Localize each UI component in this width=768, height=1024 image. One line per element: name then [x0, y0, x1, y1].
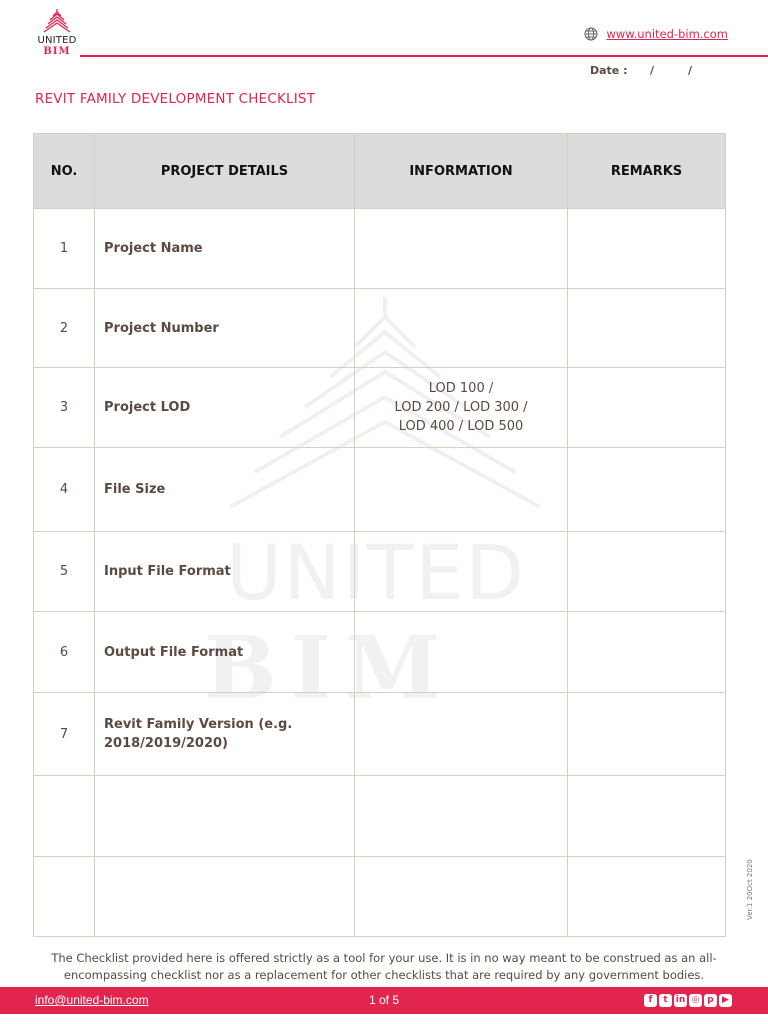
instagram-icon[interactable]: ◎	[689, 994, 702, 1007]
linkedin-icon[interactable]: in	[675, 995, 686, 1005]
row-number: 6	[34, 612, 95, 693]
remarks-cell[interactable]	[568, 209, 726, 289]
information-cell[interactable]	[355, 448, 568, 532]
project-detail-label: Output File Format	[95, 612, 355, 693]
watermark-united: UNITED	[226, 528, 526, 617]
project-detail-label	[95, 693, 355, 776]
remarks-cell[interactable]	[568, 448, 726, 532]
project-detail-label: Input File Format	[95, 532, 355, 612]
header-remarks: REMARKS	[568, 134, 726, 209]
remarks-cell[interactable]	[568, 289, 726, 368]
row-number: 5	[34, 532, 95, 612]
pinterest-icon[interactable]: p	[704, 994, 717, 1007]
checklist-table	[33, 133, 726, 937]
table-header-row	[34, 134, 726, 209]
table-row	[34, 209, 726, 289]
watermark-bim: BIM	[204, 618, 455, 719]
project-detail-label: Project Name	[95, 209, 355, 289]
table-row	[34, 776, 726, 857]
remarks-cell[interactable]	[568, 612, 726, 693]
header-divider	[80, 55, 768, 57]
twitter-icon[interactable]: t	[659, 994, 672, 1007]
lod-option-line: LOD 400 / LOD 500	[398, 419, 524, 434]
row-number: 2	[34, 289, 95, 368]
page-number: 1 of 5	[368, 993, 400, 1007]
brand-name-bottom: BIM	[43, 46, 71, 57]
date-field[interactable]	[590, 64, 693, 77]
row-number	[34, 776, 95, 857]
project-detail-label: Project LOD	[95, 368, 355, 448]
social-icons	[644, 994, 732, 1007]
header-no: NO.	[34, 134, 95, 209]
email-link[interactable]: info@united-bim.com	[35, 993, 149, 1007]
remarks-cell[interactable]	[568, 776, 726, 857]
date-separator: /	[650, 64, 655, 77]
globe-icon	[584, 27, 598, 41]
row-number: 3	[34, 368, 95, 448]
remarks-cell[interactable]	[568, 532, 726, 612]
project-detail-label[interactable]	[95, 776, 355, 857]
united-bim-logo	[34, 8, 80, 58]
lod-option-line: LOD 200 / LOD 300 /	[394, 400, 528, 415]
information-cell[interactable]	[355, 612, 568, 693]
project-detail-line: 2018/2019/2020)	[104, 736, 228, 751]
row-number: 4	[34, 448, 95, 532]
website-link[interactable]: www.united-bim.com	[606, 27, 728, 41]
lod-option-line: LOD 100 /	[428, 381, 494, 396]
website-link-group	[584, 27, 728, 41]
table-row	[34, 693, 726, 776]
remarks-cell[interactable]	[568, 693, 726, 776]
table-row	[34, 289, 726, 368]
header-project-details: PROJECT DETAILS	[95, 134, 355, 209]
table-row	[34, 857, 726, 937]
project-detail-label: File Size	[95, 448, 355, 532]
version-label: Ver.1 20Oct 2020	[746, 859, 754, 920]
facebook-icon[interactable]: f	[644, 994, 657, 1007]
information-cell[interactable]	[355, 289, 568, 368]
information-cell[interactable]	[355, 532, 568, 612]
remarks-cell[interactable]	[568, 368, 726, 448]
project-detail-label: Project Number	[95, 289, 355, 368]
information-cell[interactable]	[355, 368, 568, 448]
header-information: INFORMATION	[355, 134, 568, 209]
pyramid-logo-icon	[42, 8, 72, 36]
footer-bar	[0, 987, 768, 1014]
document-title: REVIT FAMILY DEVELOPMENT CHECKLIST	[35, 91, 316, 107]
remarks-cell[interactable]	[568, 857, 726, 937]
project-detail-line: Revit Family Version (e.g.	[104, 717, 293, 732]
table-row	[34, 532, 726, 612]
row-number: 1	[34, 209, 95, 289]
row-number: 7	[34, 693, 95, 776]
brand-name-top: UNITED	[37, 35, 77, 46]
information-cell[interactable]	[355, 776, 568, 857]
table-row	[34, 612, 726, 693]
table-row	[34, 368, 726, 448]
information-cell[interactable]	[355, 857, 568, 937]
row-number	[34, 857, 95, 937]
project-detail-label[interactable]	[95, 857, 355, 937]
youtube-icon[interactable]: ▶	[719, 994, 732, 1007]
disclaimer-text: The Checklist provided here is offered strictly as a tool for your use. It is in no way meant to be construed as an all-encompassing checklist nor as a replacement for other checklists that are required by any government bodies.	[51, 951, 717, 982]
information-cell[interactable]	[355, 693, 568, 776]
date-separator: /	[688, 64, 693, 77]
information-cell[interactable]	[355, 209, 568, 289]
date-label: Date :	[590, 64, 628, 77]
table-row	[34, 448, 726, 532]
